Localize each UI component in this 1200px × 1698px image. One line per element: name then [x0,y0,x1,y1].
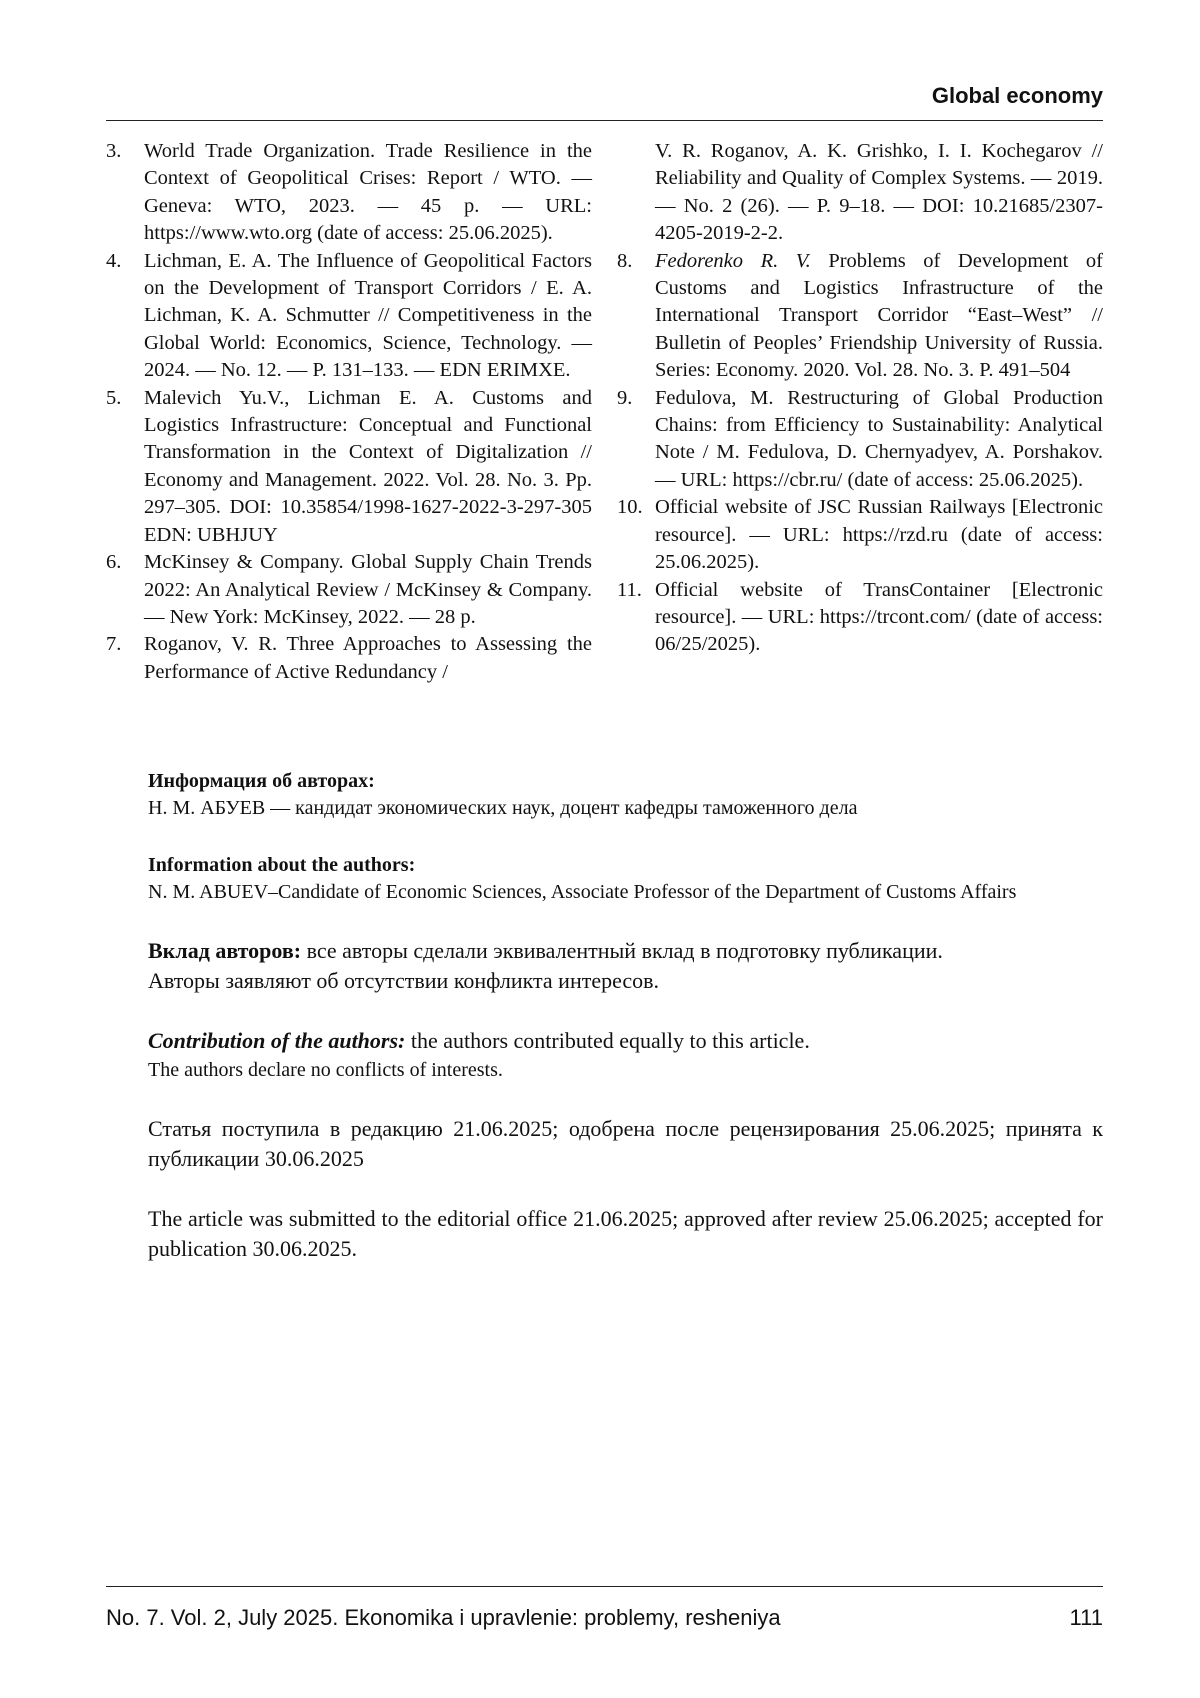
reference-text: V. R. Roganov, A. K. Grishko, I. I. Kochegarov // Reliability and Quality of Complex Systems. — 2019. — No. 2 (26). — P. 9–18. — DOI: 10.21685/2307-4205-2019-2-2. [655,138,1103,248]
reference-number: 6. [106,549,144,631]
header-rule [106,120,1103,121]
reference-number: 3. [106,138,144,248]
authors-en-text: N. M. ABUEV–Candidate of Economic Sciences, Associate Professor of the Department of Customs Affairs [106,879,1103,906]
article-history-en: The article was submitted to the editorial office 21.06.2025; approved after review 25.06.2025; accepted for publication 30.06.2025. [106,1204,1103,1264]
reference-text: McKinsey & Company. Global Supply Chain Trends 2022: An Analytical Review / McKinsey & Company. — New York: McKinsey, 2022. — 28 p. [144,549,592,631]
reference-column-right [617,138,1103,686]
page-footer [106,1605,1103,1631]
reference-text: World Trade Organization. Trade Resilience in the Context of Geopolitical Crises: Report / WTO. — Geneva: WTO, 2023. — 45 p. — URL: https://www.wto.org (date of access: 25.06.2025). [144,138,592,248]
reference-author: Fedorenko R. V. [655,250,811,272]
authors-ru-heading: Информация об авторах: [106,768,1103,795]
reference-text: Official website of JSC Russian Railways [Electronic resource]. — URL: https://rzd.ru (date of access: 25.06.2025). [655,494,1103,576]
author-info-section [106,768,1103,1264]
reference-list [106,138,1103,686]
reference-column-left [106,138,592,686]
journal-page [106,0,1103,1698]
footer-rule [106,1586,1103,1587]
reference-item [617,577,1103,659]
reference-item [106,138,592,248]
conflict-en: The authors declare no conflicts of interests. [106,1056,1103,1084]
reference-number: 11. [617,577,655,659]
reference-item [106,248,592,385]
article-history-ru: Статья поступила в редакцию 21.06.2025; одобрена после рецензирования 25.06.2025; принята к публикации 30.06.2025 [106,1114,1103,1174]
reference-item [617,248,1103,385]
reference-item [106,385,592,549]
reference-number: 10. [617,494,655,576]
contribution-ru [106,936,1103,966]
contribution-ru-text: все авторы сделали эквивалентный вклад в подготовку публикации. [301,938,943,963]
reference-number: 9. [617,385,655,495]
reference-number: 8. [617,248,655,385]
authors-en-heading: Information about the authors: [106,852,1103,879]
page-number: 111 [1070,1605,1103,1631]
reference-text: Malevich Yu.V., Lichman E. A. Customs and Logistics Infrastructure: Conceptual and Functional Transformation in the Context of Digitalization // Economy and Management. 2022. Vol. 28. No. 3. Pp. 297–305. DOI: 10.35854/1998-1627-2022-3-297-305 EDN: UBHJUY [144,385,592,549]
journal-citation: No. 7. Vol. 2, July 2025. Ekonomika i upravlenie: problemy, resheniya [106,1605,781,1631]
reference-text: Roganov, V. R. Three Approaches to Assessing the Performance of Active Redundancy / [144,631,592,686]
reference-number: 4. [106,248,144,385]
contribution-en-label: Contribution of the authors: [148,1028,405,1053]
reference-text: Fedorenko R. V. Problems of Development of Customs and Logistics Infrastructure of the International Transport Corridor “East–West” // Bulletin of Peoples’ Friendship University of Russia. Series: Economy. 2020. Vol. 28. No. 3. P. 491–504 [655,248,1103,385]
reference-item-continuation [617,138,1103,248]
reference-item [617,494,1103,576]
reference-text: Official website of TransContainer [Electronic resource]. — URL: https://trcont.com/ (date of access: 06/25/2025). [655,577,1103,659]
reference-item [106,549,592,631]
section-title: Global economy [932,83,1103,109]
contribution-en [106,1026,1103,1056]
conflict-ru: Авторы заявляют об отсутствии конфликта интересов. [106,966,1103,996]
contribution-ru-label: Вклад авторов: [148,938,301,963]
reference-number: 5. [106,385,144,549]
reference-text: Fedulova, M. Restructuring of Global Production Chains: from Efficiency to Sustainability: Analytical Note / M. Fedulova, D. Chernyadyev, A. Porshakov. — URL: https://cbr.ru/ (date of access: 25.06.2025). [655,385,1103,495]
reference-item [106,631,592,686]
reference-text: Lichman, E. A. The Influence of Geopolitical Factors on the Development of Transport Corridors / E. A. Lichman, K. A. Schmutter // Competitiveness in the Global World: Economics, Science, Technology. — 2024. — No. 12. — P. 131–133. — EDN ERIMXE. [144,248,592,385]
contribution-en-text: the authors contributed equally to this article. [405,1028,809,1053]
authors-ru-text: Н. М. АБУЕВ — кандидат экономических наук, доцент кафедры таможенного дела [106,795,1103,822]
reference-number: 7. [106,631,144,686]
reference-item [617,385,1103,495]
